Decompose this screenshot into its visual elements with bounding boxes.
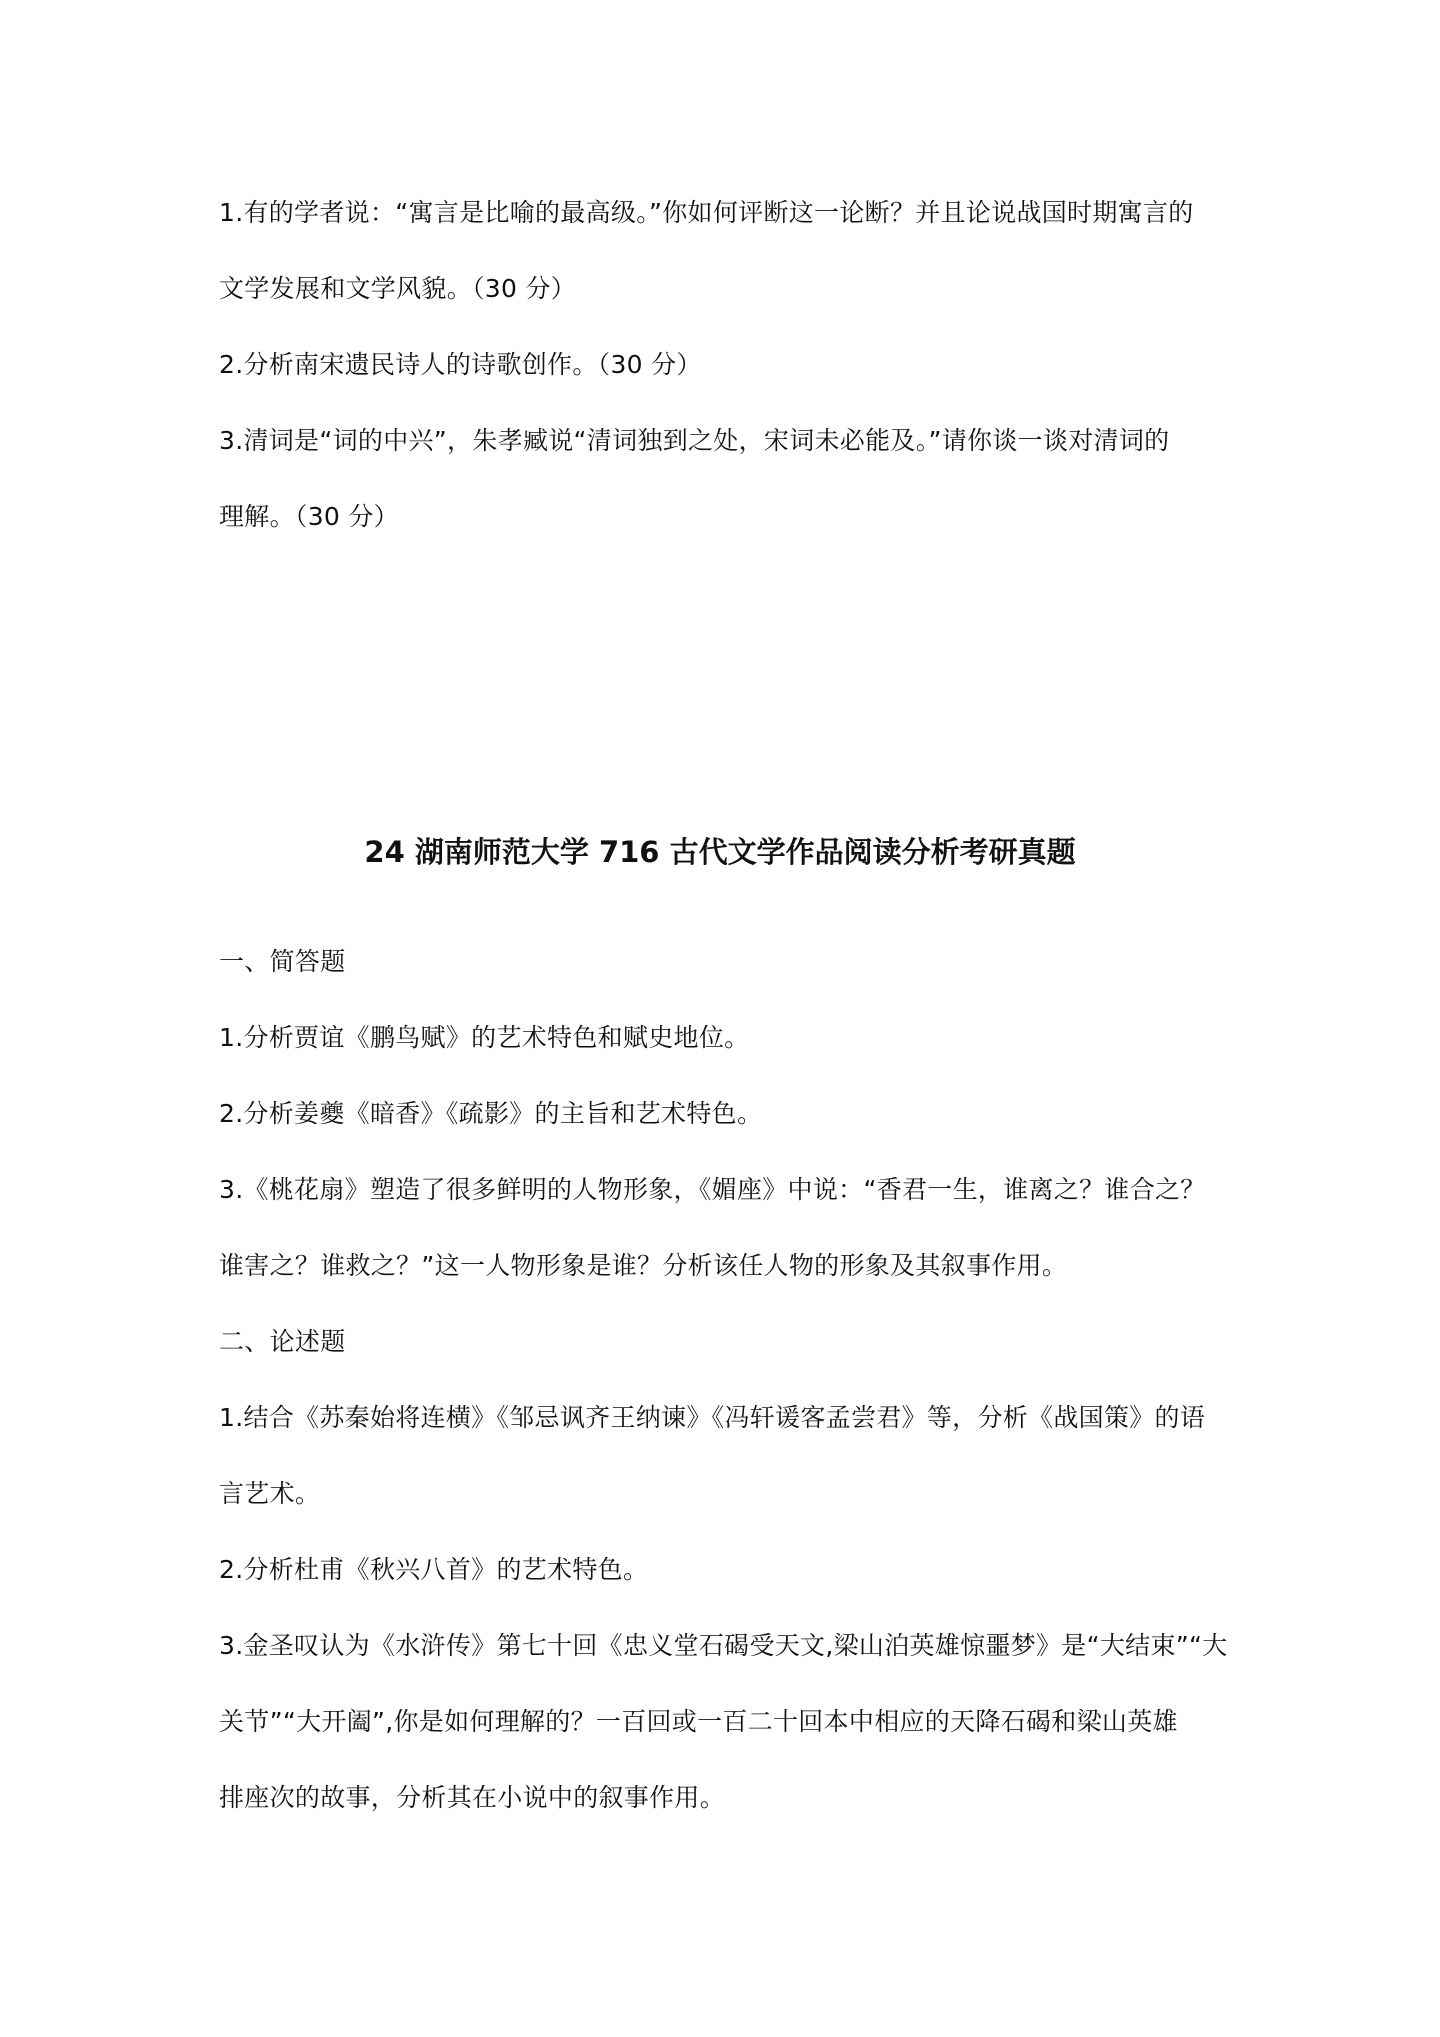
question-line: 理解。（30 分） [219, 502, 399, 531]
exam-title: 24 湖南师范大学 716 古代文学作品阅读分析考研真题 [364, 835, 1076, 869]
question-line: 谁害之？谁救之？”这一人物形象是谁？分析该任人物的形象及其叙事作用。 [219, 1251, 1068, 1280]
question-line: 2.分析杜甫《秋兴八首》的艺术特色。 [219, 1555, 649, 1584]
section-heading-essay: 二、论述题 [219, 1327, 346, 1356]
question-line: 3.清词是“词的中兴”，朱孝臧说“清词独到之处，宋词未必能及。”请你谈一谈对清词的 [219, 426, 1170, 455]
section-heading-short-answer: 一、简答题 [219, 947, 346, 976]
question-line: 排座次的故事，分析其在小说中的叙事作用。 [219, 1783, 726, 1812]
question-line: 1.有的学者说：“寓言是比喻的最高级。”你如何评断这一论断？并且论说战国时期寓言的 [219, 198, 1194, 227]
question-line: 3.金圣叹认为《水浒传》第七十回《忠义堂石碣受天文,梁山泊英雄惊噩梦》是“大结束”“大 [219, 1631, 1228, 1660]
question-line: 言艺术。 [219, 1479, 321, 1508]
question-line: 2.分析南宋遗民诗人的诗歌创作。（30 分） [219, 350, 702, 379]
question-line: 文学发展和文学风貌。（30 分） [219, 274, 577, 303]
question-line: 关节”“大开阖”,你是如何理解的？一百回或一百二十回本中相应的天降石碣和梁山英雄 [219, 1707, 1178, 1736]
question-line: 1.结合《苏秦始将连横》《邹忌讽齐王纳谏》《冯轩谖客孟尝君》等，分析《战国策》的语 [219, 1403, 1206, 1432]
question-line: 2.分析姜夔《暗香》《疏影》的主旨和艺术特色。 [219, 1099, 763, 1128]
question-line: 3.《桃花扇》塑造了很多鲜明的人物形象，《媚座》中说：“香君一生，谁离之？谁合之？ [219, 1175, 1206, 1204]
question-line: 1.分析贾谊《鹏鸟赋》的艺术特色和赋史地位。 [219, 1023, 750, 1052]
